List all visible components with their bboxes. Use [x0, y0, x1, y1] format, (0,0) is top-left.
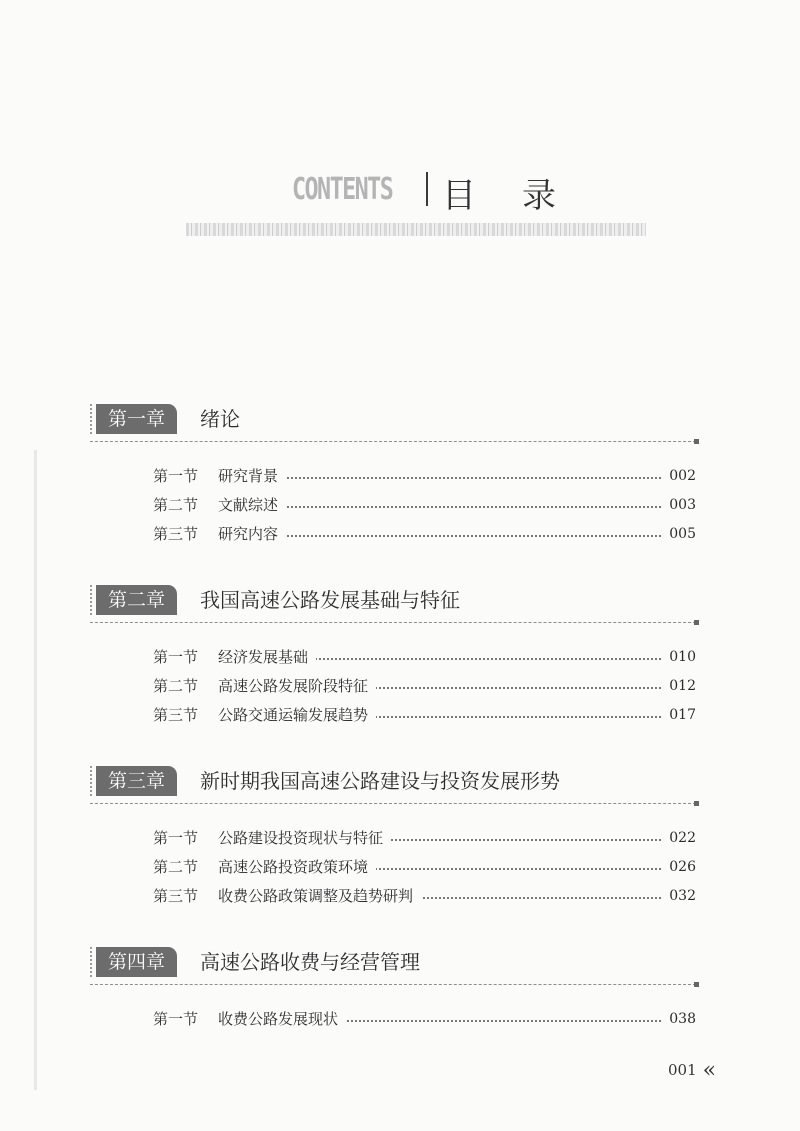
section-name: 收费公路发展现状	[218, 1005, 346, 1034]
section-list	[90, 462, 710, 549]
page-number: 032	[663, 882, 696, 911]
chapter-badge: 第三章	[96, 766, 177, 796]
contents-header	[0, 168, 800, 216]
page-number: 012	[663, 672, 696, 701]
title-separator	[426, 172, 428, 206]
section-number: 第一节	[153, 648, 199, 666]
leader-dots	[220, 535, 672, 537]
chapter-badge: 第四章	[96, 947, 177, 977]
section-name: 收费公路政策调整及趋势研判	[218, 882, 421, 911]
section-name: 经济发展基础	[218, 643, 316, 672]
section-number: 第三节	[153, 706, 199, 724]
chapter-divider	[90, 984, 696, 985]
leader-dots	[220, 477, 672, 479]
section-number: 第一节	[153, 1010, 199, 1028]
chapter-title: 高速公路收费与经营管理	[200, 950, 420, 974]
chapter-badge: 第二章	[96, 585, 177, 615]
chapter-2	[90, 585, 710, 730]
section-list	[90, 643, 710, 730]
section-name: 公路建设投资现状与特征	[218, 824, 391, 853]
page-number: 003	[663, 491, 696, 520]
page-title: 目录	[442, 176, 602, 216]
page-number: 022	[663, 824, 696, 853]
leader-dots	[220, 506, 672, 508]
section-name: 高速公路发展阶段特征	[218, 672, 376, 701]
section-number: 第三节	[153, 525, 199, 543]
section-list	[90, 824, 710, 911]
toc-entry[interactable]	[90, 672, 710, 701]
page-number: 017	[663, 701, 696, 730]
toc-entry[interactable]	[90, 701, 710, 730]
chapter-title: 绪论	[200, 407, 240, 431]
page-footer	[668, 1056, 716, 1081]
toc-entry[interactable]	[90, 643, 710, 672]
chapter-1	[90, 404, 710, 549]
section-name: 公路交通运输发展趋势	[218, 701, 376, 730]
section-number: 第二节	[153, 858, 199, 876]
chapter-3	[90, 766, 710, 911]
toc-entry[interactable]	[90, 824, 710, 853]
section-list	[90, 1005, 710, 1034]
section-number: 第一节	[153, 467, 199, 485]
toc-entry[interactable]	[90, 491, 710, 520]
page-edge-shadow	[34, 450, 37, 1090]
section-number: 第三节	[153, 887, 199, 905]
page-number: 026	[663, 853, 696, 882]
chapter-heading	[90, 585, 710, 631]
chapter-title: 新时期我国高速公路建设与投资发展形势	[200, 769, 560, 793]
chapter-divider	[90, 803, 696, 804]
chapter-divider	[90, 622, 696, 623]
section-number: 第二节	[153, 677, 199, 695]
page-number: 005	[663, 520, 696, 549]
section-number: 第一节	[153, 829, 199, 847]
section-name: 高速公路投资政策环境	[218, 853, 376, 882]
section-name: 文献综述	[218, 491, 286, 520]
section-number: 第二节	[153, 496, 199, 514]
contents-word: CONTENTS	[292, 172, 393, 207]
folio-number: 001	[668, 1061, 697, 1079]
chapter-heading	[90, 404, 710, 450]
page-number: 010	[663, 643, 696, 672]
chapter-badge: 第一章	[96, 404, 177, 434]
chapter-heading	[90, 947, 710, 993]
chapter-4	[90, 947, 710, 1034]
section-name: 研究背景	[218, 462, 286, 491]
page-number: 002	[663, 462, 696, 491]
chapter-title: 我国高速公路发展基础与特征	[200, 588, 460, 612]
toc-entry[interactable]	[90, 1005, 710, 1034]
section-name: 研究内容	[218, 520, 286, 549]
toc-entry[interactable]	[90, 462, 710, 491]
toc-entry[interactable]	[90, 853, 710, 882]
toc-entry[interactable]	[90, 520, 710, 549]
double-chevron-icon: «	[702, 1058, 717, 1083]
chapter-divider	[90, 441, 696, 442]
toc-entry[interactable]	[90, 882, 710, 911]
page-number: 038	[663, 1005, 696, 1034]
chapter-heading	[90, 766, 710, 812]
decorative-rule	[186, 223, 646, 236]
